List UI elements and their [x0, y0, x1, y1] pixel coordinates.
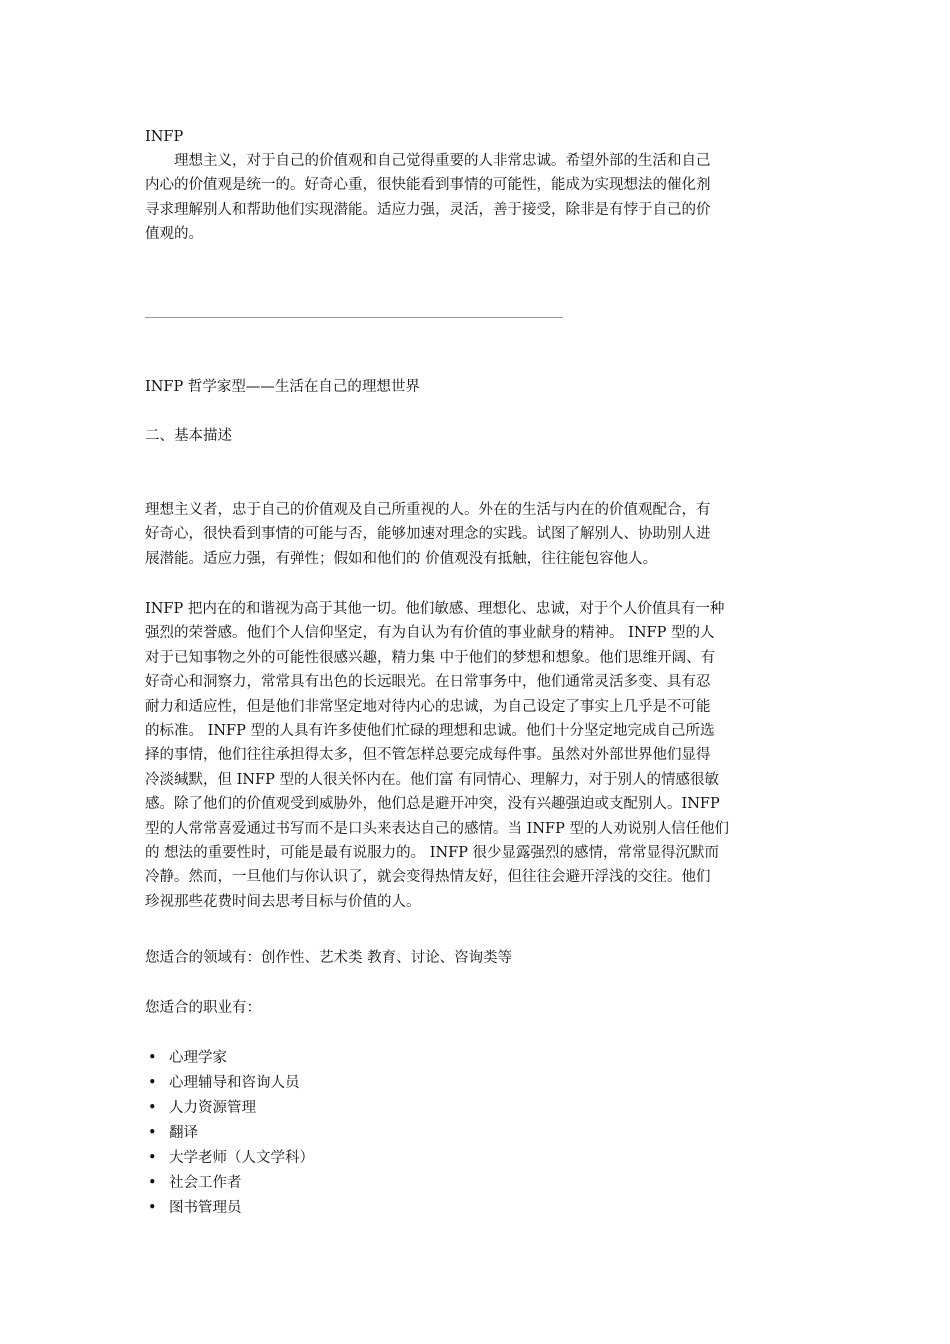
intro-line: 寻求理解别人和帮助他们实现潜能。适应力强，灵活，善于接受，除非是有悖于自己的价: [145, 201, 711, 218]
detail-line: 好奇心和洞察力，常常具有出色的长远眼光。在日常事务中，他们通常灵活多变、具有忍: [145, 674, 711, 691]
bullet-icon: •: [148, 1175, 157, 1191]
intro-paragraph: [145, 149, 810, 247]
detail-line: 冷静。然而，一旦他们与你认识了，就会变得热情友好，但往往会避开浮浅的交往。他们: [145, 869, 711, 886]
list-item: [145, 1046, 314, 1071]
detail-line: 冷淡缄默，但 INFP 型的人很关怀内在。他们富 有同情心、理解力，对于别人的情感很敏: [145, 771, 720, 788]
bullet-icon: •: [148, 1075, 157, 1091]
list-item: [145, 1171, 314, 1196]
type-code-heading: INFP: [145, 129, 184, 145]
intro-line: 内心的价值观是统一的。好奇心重，很快能看到事情的可能性，能成为实现想法的催化剂: [145, 177, 711, 194]
detail-line: 型的人常常喜爱通过书写而不是口头来表达自己的感情。当 INFP 型的人劝说别人信任他们: [145, 820, 729, 837]
bullet-icon: •: [148, 1200, 157, 1216]
detail-line: 感。除了他们的价值观受到威胁外，他们总是避开冲突，没有兴趣强迫或支配别人。INFP: [145, 796, 720, 813]
description-line: 好奇心，很快看到事情的可能与否，能够加速对理念的实践。试图了解别人、协助别人进: [145, 526, 711, 543]
career-label: 心理辅导和咨询人员: [169, 1075, 300, 1091]
description-line: 展潜能。适应力强，有弹性；假如和他们的 价值观没有抵触，往往能包容他人。: [145, 550, 658, 567]
detail-line: 珍视那些花费时间去思考目标与价值的人。: [145, 893, 421, 910]
description-line: 理想主义者，忠于自己的价值观及自己所重视的人。外在的生活与内在的价值观配合，有: [145, 502, 711, 518]
detail-line: 强烈的荣誉感。他们个人信仰坚定，有为自认为有价值的事业献身的精神。 INFP 型的人: [145, 625, 715, 642]
bullet-icon: •: [148, 1125, 157, 1141]
detail-line: 择的事情，他们往往承担得太多，但不管怎样总要完成每件事。虽然对外部世界他们显得: [145, 747, 711, 764]
intro-line: 理想主义，对于自己的价值观和自己觉得重要的人非常忠诚。希望外部的生活和自己: [174, 153, 711, 169]
list-item: [145, 1096, 314, 1121]
bullet-icon: •: [148, 1100, 157, 1116]
career-label: 人力资源管理: [169, 1100, 256, 1116]
careers-list: [145, 1046, 314, 1221]
career-label: 心理学家: [169, 1050, 227, 1066]
list-item: [145, 1196, 314, 1221]
horizontal-divider: [145, 317, 563, 318]
detail-line: INFP 把内在的和谐视为高于其他一切。他们敏感、理想化、忠诚，对于个人价值具有一种: [145, 601, 725, 617]
subheading: 二、基本描述: [145, 428, 232, 444]
detail-line: 耐力和适应性，但是他们非常坚定地对待内心的忠诚，为自己设定了事实上几乎是不可能: [145, 698, 711, 715]
career-label: 图书管理员: [169, 1200, 242, 1216]
career-label: 大学老师（人文学科）: [169, 1150, 314, 1166]
bullet-icon: •: [148, 1150, 157, 1166]
section-title: INFP 哲学家型——生活在自己的理想世界: [145, 379, 420, 395]
careers-heading: 您适合的职业有：: [145, 1000, 261, 1016]
intro-line: 值观的。: [145, 226, 203, 243]
detail-line: 的 想法的重要性时，可能是最有说服力的。 INFP 很少显露强烈的感情，常常显得沉默而: [145, 845, 720, 862]
list-item: [145, 1071, 314, 1096]
description-paragraph: [145, 498, 810, 571]
career-label: 翻译: [169, 1125, 198, 1141]
list-item: [145, 1146, 314, 1171]
bullet-icon: •: [148, 1050, 157, 1066]
fields-line: 您适合的领域有：创作性、艺术类 教育、讨论、咨询类等: [145, 950, 513, 966]
detail-line: 的标准。 INFP 型的人具有许多使他们忙碌的理想和忠诚。他们十分坚定地完成自己所选: [145, 723, 715, 740]
detail-paragraph: [145, 597, 810, 914]
career-label: 社会工作者: [169, 1175, 242, 1191]
detail-line: 对于已知事物之外的可能性很感兴趣，精力集 中于他们的梦想和想象。他们思维开阔、有: [145, 649, 716, 666]
list-item: [145, 1121, 314, 1146]
